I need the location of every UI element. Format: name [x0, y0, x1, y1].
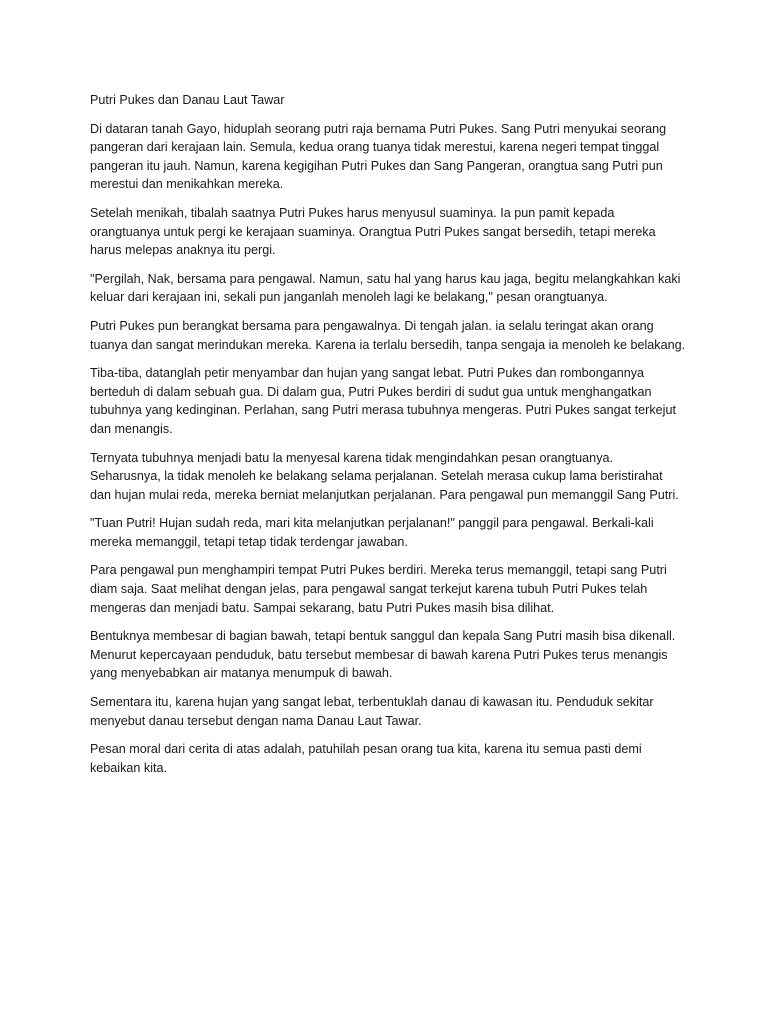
- paragraph: Tiba-tiba, datanglah petir menyambar dan hujan yang sangat lebat. Putri Pukes dan rombongannya berteduh di dalam sebuah gua. Di dalam gua, Putri Pukes berdiri di sudut gua untuk menghangatkan tubuhnya yang kedinginan. Perlahan, sang Putri merasa tubuhnya mengeras. Putri Pukes sangat terkejut dan menangis.: [90, 366, 676, 436]
- paragraph: Setelah menikah, tibalah saatnya Putri Pukes harus menyusul suaminya. Ia pun pamit kepada orangtuanya untuk pergi ke kerajaan suaminya. Orangtua Putri Pukes sangat bersedih, tetapi mereka harus melepas anaknya itu pergi.: [90, 205, 656, 258]
- document-title: Putri Pukes dan Danau Laut Tawar: [90, 93, 285, 107]
- paragraph: Sementara itu, karena hujan yang sangat lebat, terbentuklah danau di kawasan itu. Penduduk sekitar menyebut danau tersebut dengan nama Danau Laut Tawar.: [90, 695, 654, 728]
- paragraph: "Pergilah, Nak, bersama para pengawal. Namun, satu hal yang harus kau jaga, begitu melangkahkan kaki keluar dari kerajaan ini, sekali pun janganlah menoleh lagi ke belakang," pesan orangtuanya.: [90, 271, 681, 305]
- paragraph: Pesan moral dari cerita di atas adalah, patuhilah pesan orang tua kita, karena itu semua pasti demi kebaikan kita.: [90, 742, 642, 775]
- paragraph: Ternyata tubuhnya menjadi batu la menyesal karena tidak mengindahkan pesan orangtuanya. Seharusnya, la tidak menoleh ke belakang selama perjalanan. Setelah merasa cukup lama beristirahat dan hujan mulai reda, mereka berniat melanjutkan perjalanan. Para pengawal pun memanggil Sang Putri.: [90, 450, 679, 502]
- paragraph: "Tuan Putri! Hujan sudah reda, mari kita melanjutkan perjalanan!" panggil para pengawal. Berkali-kali mereka memanggil, tetapi tetap tidak terdengar jawaban.: [90, 516, 654, 549]
- paragraph: Bentuknya membesar di bagian bawah, tetapi bentuk sanggul dan kepala Sang Putri masih bisa dikenall. Menurut kepercayaan penduduk, batu tersebut membesar di bawah karena Putri Pukes terus menangis yang menyebabkan air matanya menumpuk di bawah.: [90, 629, 676, 681]
- document-page: [90, 91, 686, 787]
- paragraph: Putri Pukes pun berangkat bersama para pengawalnya. Di tengah jalan. ia selalu teringat akan orang tuanya dan sangat merindukan mereka. Karena ia terlalu bersedih, tanpa sengaja ia menoleh ke belakang.: [90, 318, 686, 352]
- paragraph: Para pengawal pun menghampiri tempat Putri Pukes berdiri. Mereka terus memanggil, tetapi sang Putri diam saja. Saat melihat dengan jelas, para pengawal sangat terkejut karena tubuh Putri Pukes telah mengeras dan menjadi batu. Sampai sekarang, batu Putri Pukes masih bisa dilihat.: [90, 563, 667, 615]
- paragraph: Di dataran tanah Gayo, hiduplah seorang putri raja bernama Putri Pukes. Sang Putri menyukai seorang pangeran dari kerajaan lain. Semula, kedua orang tuanya tidak merestui, karena negeri tempat tinggal pangeran itu jauh. Namun, karena kegigihan Putri Pukes dan Sang Pangeran, orangtua sang Putri pun merestui dan menikahkan mereka.: [90, 121, 667, 192]
